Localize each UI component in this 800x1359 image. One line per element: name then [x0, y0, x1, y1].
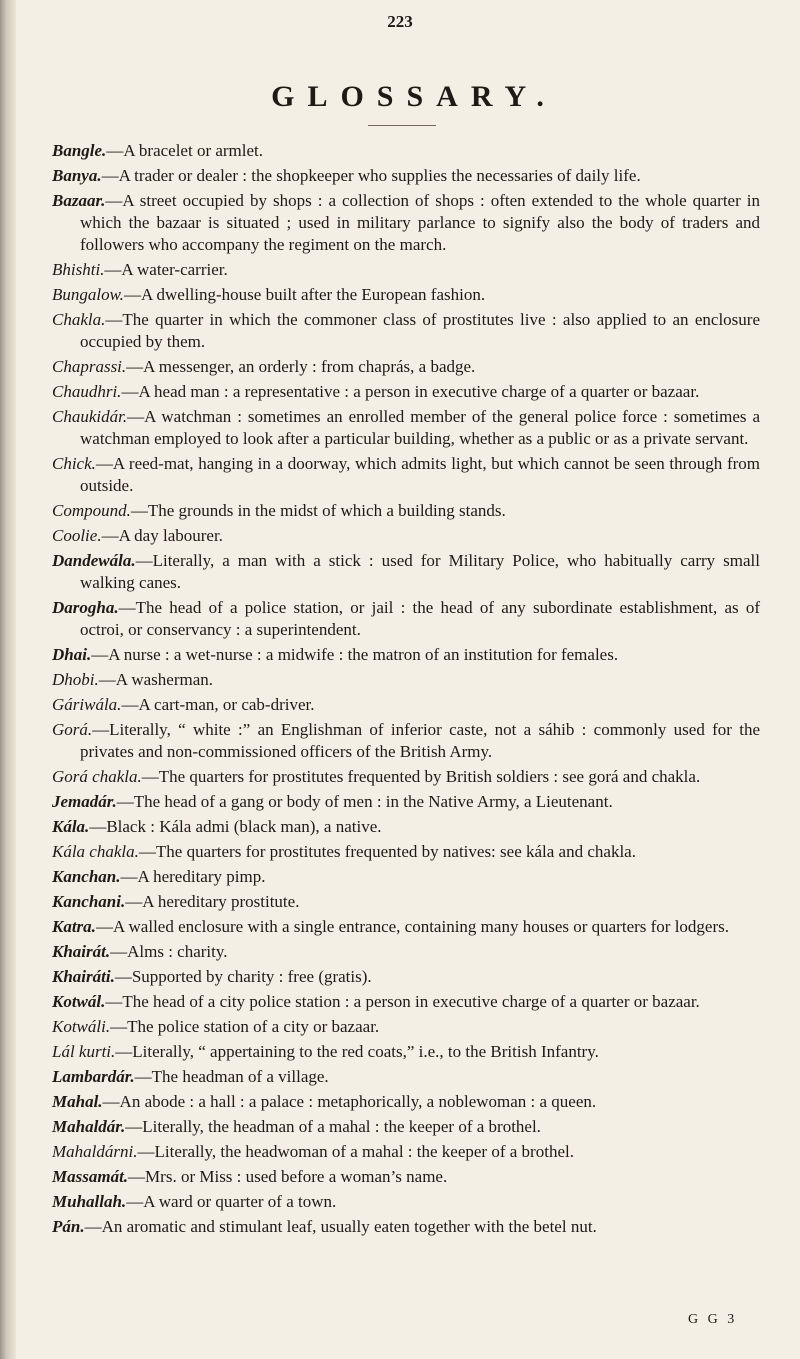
glossary-entry — [52, 941, 760, 963]
glossary-entry — [52, 597, 760, 641]
glossary-term: Katra. — [52, 917, 96, 936]
glossary-definition: —The police station of a city or bazaar. — [110, 1017, 380, 1036]
glossary-term: Banya. — [52, 166, 102, 185]
glossary-term: Compound. — [52, 501, 131, 520]
glossary-term: Kotwál. — [52, 992, 106, 1011]
glossary-definition: —A street occupied by shops : a collection of shops : often extended to the whole quarter in which the bazaar is situated ; used in military parlance to signify also the body of traders and followers who accompany the regiment on the march. — [80, 191, 760, 254]
glossary-term: Dhai. — [52, 645, 92, 664]
glossary-definition: —A cart-man, or cab-driver. — [121, 695, 315, 714]
glossary-entry — [52, 816, 760, 838]
glossary-term: Kála. — [52, 817, 90, 836]
glossary-term: Darogha. — [52, 598, 119, 617]
glossary-term: Bazaar. — [52, 191, 106, 210]
glossary-term: Bungalow. — [52, 285, 124, 304]
glossary-term: Mahal. — [52, 1092, 103, 1111]
glossary-term: Chaukidár. — [52, 407, 128, 426]
glossary-definition: —Literally, “ white :” an Englishman of inferior caste, not a sáhib : commonly used for the privates and non-commissioned officers of the British Army. — [80, 720, 760, 761]
glossary-entry — [52, 1166, 760, 1188]
glossary-definition: —The quarters for prostitutes frequented by British soldiers : see gorá and chakla. — [141, 767, 701, 786]
glossary-entry — [52, 284, 760, 306]
glossary-definition: —A dwelling-house built after the European fashion. — [123, 285, 486, 304]
glossary-entry — [52, 406, 760, 450]
glossary-definition: —The head of a city police station : a person in executive charge of a quarter or bazaar. — [105, 992, 700, 1011]
glossary-term: Chick. — [52, 454, 96, 473]
glossary-term: Kanchan. — [52, 867, 121, 886]
glossary-entry — [52, 1016, 760, 1038]
glossary-term: Mahaldárni. — [52, 1142, 138, 1161]
glossary-term: Massamát. — [52, 1167, 129, 1186]
glossary-entry — [52, 550, 760, 594]
glossary-entry — [52, 190, 760, 256]
glossary-entry — [52, 500, 760, 522]
glossary-definition: —A water-carrier. — [104, 260, 228, 279]
glossary-definition: —The grounds in the midst of which a building stands. — [130, 501, 506, 520]
glossary-entry — [52, 966, 760, 988]
glossary-entry — [52, 1066, 760, 1088]
glossary-entry — [52, 259, 760, 281]
glossary-entry — [52, 165, 760, 187]
glossary-term: Chakla. — [52, 310, 106, 329]
glossary-definition: —A reed-mat, hanging in a doorway, which admits light, but which cannot be seen through from outside. — [80, 454, 760, 495]
glossary-entry — [52, 694, 760, 716]
glossary-term: Dhobi. — [52, 670, 99, 689]
glossary-entry — [52, 866, 760, 888]
glossary-definition: —Literally, the headwoman of a mahal : the keeper of a brothel. — [137, 1142, 574, 1161]
glossary-definition: —A ward or quarter of a town. — [126, 1192, 337, 1211]
glossary-definition: —The head of a gang or body of men : in the Native Army, a Lieutenant. — [116, 792, 613, 811]
glossary-definition: —Alms : charity. — [110, 942, 228, 961]
glossary-term: Coolie. — [52, 526, 102, 545]
glossary-entry — [52, 916, 760, 938]
glossary-definition: —An aromatic and stimulant leaf, usually eaten together with the betel nut. — [84, 1217, 597, 1236]
glossary-entry — [52, 766, 760, 788]
glossary-entry — [52, 991, 760, 1013]
glossary-definition: —Mrs. or Miss : used before a woman’s name. — [128, 1167, 448, 1186]
glossary-term: Kotwáli. — [52, 1017, 111, 1036]
title-underline — [368, 125, 436, 126]
glossary-entry — [52, 1041, 760, 1063]
glossary-term: Gáriwála. — [52, 695, 122, 714]
glossary-definition: —Literally, the headman of a mahal : the keeper of a brothel. — [125, 1117, 541, 1136]
page-title: GLOSSARY. — [271, 80, 557, 113]
glossary-definition: —Literally, a man with a stick : used for Military Police, who habitually carry small walking canes. — [80, 551, 760, 592]
glossary-entries — [52, 140, 760, 1241]
glossary-term: Dandewála. — [52, 551, 136, 570]
glossary-term: Bangle. — [52, 141, 107, 160]
glossary-definition: —A messenger, an orderly : from chaprás, a badge. — [126, 357, 476, 376]
glossary-definition: —An abode : a hall : a palace : metaphorically, a noblewoman : a queen. — [102, 1092, 597, 1111]
glossary-definition: —A bracelet or armlet. — [106, 141, 264, 160]
glossary-definition: —The quarter in which the commoner class of prostitutes live : also applied to an enclosure occupied by them. — [80, 310, 760, 351]
glossary-term: Pán. — [52, 1217, 85, 1236]
glossary-term: Gorá. — [52, 720, 93, 739]
glossary-term: Khairát. — [52, 942, 111, 961]
glossary-entry — [52, 841, 760, 863]
glossary-definition: —A watchman : sometimes an enrolled member of the general police force : sometimes a watchman employed to look after a particular building, whether as a public or as a private servant. — [80, 407, 760, 448]
printer-signature: G G 3 — [688, 1312, 738, 1327]
glossary-term: Chaprassi. — [52, 357, 127, 376]
glossary-entry — [52, 1091, 760, 1113]
glossary-term: Kanchani. — [52, 892, 126, 911]
glossary-definition: —The headman of a village. — [134, 1067, 329, 1086]
glossary-term: Kála chakla. — [52, 842, 139, 861]
glossary-term: Lambardár. — [52, 1067, 135, 1086]
glossary-entry — [52, 644, 760, 666]
glossary-entry — [52, 1191, 760, 1213]
glossary-term: Gorá chakla. — [52, 767, 142, 786]
glossary-definition: —A nurse : a wet-nurse : a midwife : the matron of an institution for females. — [91, 645, 619, 664]
glossary-term: Chaudhri. — [52, 382, 122, 401]
glossary-entry — [52, 791, 760, 813]
glossary-definition: —A hereditary pimp. — [120, 867, 266, 886]
page-number: 223 — [387, 12, 413, 31]
glossary-definition: —A trader or dealer : the shopkeeper who supplies the necessaries of daily life. — [101, 166, 641, 185]
glossary-definition: —The head of a police station, or jail : the head of any subordinate establishment, as of octroi, or conservancy : a superintendent. — [80, 598, 760, 639]
glossary-entry — [52, 1116, 760, 1138]
page-binding-edge — [0, 0, 16, 1359]
glossary-definition: —A washerman. — [98, 670, 214, 689]
glossary-entry — [52, 381, 760, 403]
glossary-term: Bhishti. — [52, 260, 105, 279]
glossary-entry — [52, 669, 760, 691]
glossary-entry — [52, 1216, 760, 1238]
glossary-term: Mahaldár. — [52, 1117, 126, 1136]
glossary-entry — [52, 140, 760, 162]
glossary-definition: —A walled enclosure with a single entrance, containing many houses or quarters for lodgers. — [95, 917, 730, 936]
glossary-definition: —Supported by charity : free (gratis). — [114, 967, 372, 986]
glossary-definition: —Literally, “ appertaining to the red coats,” i.e., to the British Infantry. — [115, 1042, 599, 1061]
glossary-term: Khairáti. — [52, 967, 115, 986]
glossary-term: Lál kurti. — [52, 1042, 116, 1061]
glossary-definition: —The quarters for prostitutes frequented by natives: see kála and chakla. — [138, 842, 636, 861]
glossary-definition: —Black : Kála admi (black man), a native. — [89, 817, 382, 836]
glossary-definition: —A hereditary prostitute. — [125, 892, 300, 911]
glossary-definition: —A day labourer. — [101, 526, 223, 545]
glossary-term: Jemadár. — [52, 792, 117, 811]
glossary-definition: —A head man : a representative : a person in executive charge of a quarter or bazaar. — [121, 382, 700, 401]
glossary-entry — [52, 891, 760, 913]
glossary-entry — [52, 453, 760, 497]
glossary-entry — [52, 1141, 760, 1163]
glossary-term: Muhallah. — [52, 1192, 127, 1211]
glossary-entry — [52, 525, 760, 547]
glossary-entry — [52, 309, 760, 353]
glossary-entry — [52, 356, 760, 378]
glossary-entry — [52, 719, 760, 763]
